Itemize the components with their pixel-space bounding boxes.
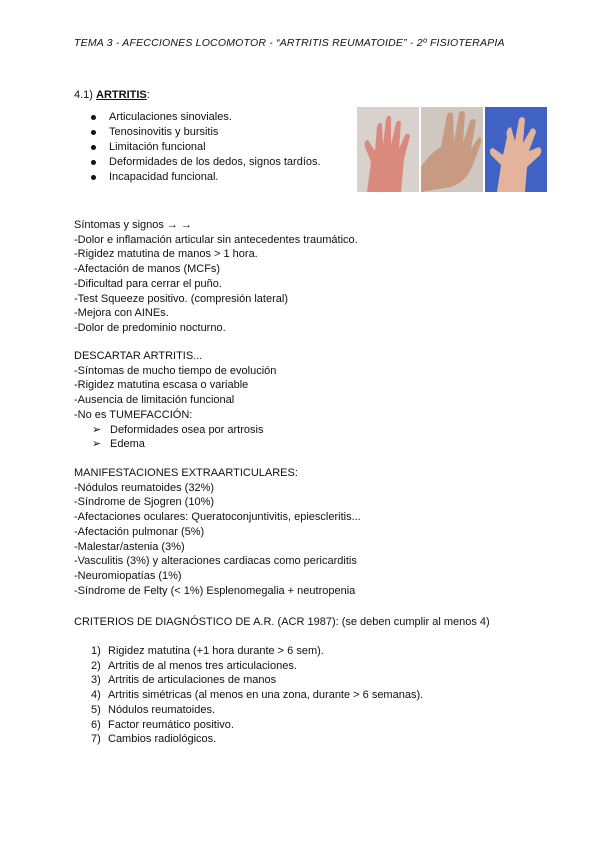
descartar-item: -Ausencia de limitación funcional [74,394,235,407]
sub-list-item [74,423,276,438]
criterio-text: Nódulos reumatoides. [108,703,216,716]
criterio-text: Artritis de articulaciones de manos [108,674,277,687]
manifestaciones-item: -Afectación pulmonar (5%) [74,525,205,538]
sintomas-item: -Test Squeeze positivo. (compresión lateral) [74,292,288,305]
descartar-section [74,349,276,452]
section-number: 4.1) [74,89,93,101]
sintomas-item: -Rigidez matutina de manos > 1 hora. [74,248,258,261]
sub-item-text: Deformidades osea por artrosis [110,423,264,436]
manifestaciones-heading: MANIFESTACIONES EXTRAARTICULARES: [74,467,298,479]
manifestaciones-item: -Síndrome de Sjogren (10%) [74,496,215,509]
criterio-text: Rigidez matutina (+1 hora durante > 6 sem). [108,645,324,657]
bullet-item: Limitación funcional [74,140,321,155]
criterio-number: 1) [91,645,101,657]
section-title-colon: : [146,89,150,101]
manifestaciones-item: -Síndrome de Felty (< 1%) Esplenomegalia + neutropenia [74,584,356,597]
criterio-number: 7) [91,733,101,746]
sintomas-item: -Afectación de manos (MCFs) [74,263,221,276]
arrow-bullet-icon: ➢ [92,423,102,436]
criterio-item [74,688,423,703]
sintomas-heading: Síntomas y signos → → [74,219,192,231]
descartar-heading: DESCARTAR ARTRITIS... [74,350,203,362]
criterio-item [74,644,423,659]
descartar-item: -Síntomas de mucho tiempo de evolución [74,364,277,377]
criterio-item [74,703,423,718]
sub-item-text: Edema [110,438,145,451]
criterio-text: Cambios radiológicos. [108,733,217,746]
criterios-heading: CRITERIOS DE DIAGNÓSTICO DE A.R. (ACR 1987): (se deben cumplir al menos 4) [74,616,490,628]
sintomas-item: -Dolor e inflamación articular sin antecedentes traumático. [74,233,358,246]
artritis-bullet-list [74,110,321,185]
sintomas-item: -Dificultad para cerrar el puño. [74,277,222,290]
bullet-item: Tenosinovitis y bursitis [74,125,321,140]
sintomas-section [74,218,358,336]
descartar-item: -Rigidez matutina escasa o variable [74,379,249,392]
criterio-number: 4) [91,689,101,702]
manifestaciones-item: -Malestar/astenia (3%) [74,540,185,553]
criterio-number: 3) [91,674,101,687]
hand-photo-3 [485,107,547,192]
hand-photos [357,107,547,192]
criterio-item [74,659,423,674]
sub-list-item [74,437,276,452]
sintomas-item: -Dolor de predominio nocturno. [74,321,226,334]
bullet-item: Incapacidad funcional. [74,170,321,185]
arrow-bullet-icon: ➢ [92,438,102,451]
section-title [74,89,150,101]
criterio-number: 6) [91,718,101,731]
criterio-number: 5) [91,703,101,716]
criterio-text: Artritis simétricas (al menos en una zona, durante > 6 semanas). [108,689,424,702]
manifestaciones-item: -Nódulos reumatoides (32%) [74,481,215,494]
criterio-item [74,732,423,747]
hand-photo-2 [421,107,483,192]
manifestaciones-item: -Vasculitis (3%) y alteraciones cardiacas como pericarditis [74,555,357,568]
criterios-list [74,644,423,747]
bullet-item: Articulaciones sinoviales. [74,110,321,125]
tumefaccion-sublist [74,423,276,452]
page-header: TEMA 3 - AFECCIONES LOCOMOTOR - “ARTRITIS REUMATOIDE” - 2º FISIOTERAPIA [74,37,505,49]
manifestaciones-item: -Afectaciones oculares: Queratoconjuntivitis, epiescleritis... [74,511,361,524]
criterio-text: Artritis de al menos tres articulaciones. [108,659,297,672]
bullet-item: Deformidades de los dedos, signos tardíos. [74,155,321,170]
hand-photo-1 [357,107,419,192]
criterio-text: Factor reumático positivo. [108,718,234,731]
descartar-item: -No es TUMEFACCIÓN: [74,408,193,421]
criterio-item [74,718,423,733]
section-title-text: ARTRITIS [96,89,147,101]
manifestaciones-item: -Neuromiopatías (1%) [74,569,182,582]
manifestaciones-section [74,466,361,598]
criterio-number: 2) [91,659,101,672]
criterio-item [74,673,423,688]
sintomas-item: -Mejora con AINEs. [74,307,169,320]
